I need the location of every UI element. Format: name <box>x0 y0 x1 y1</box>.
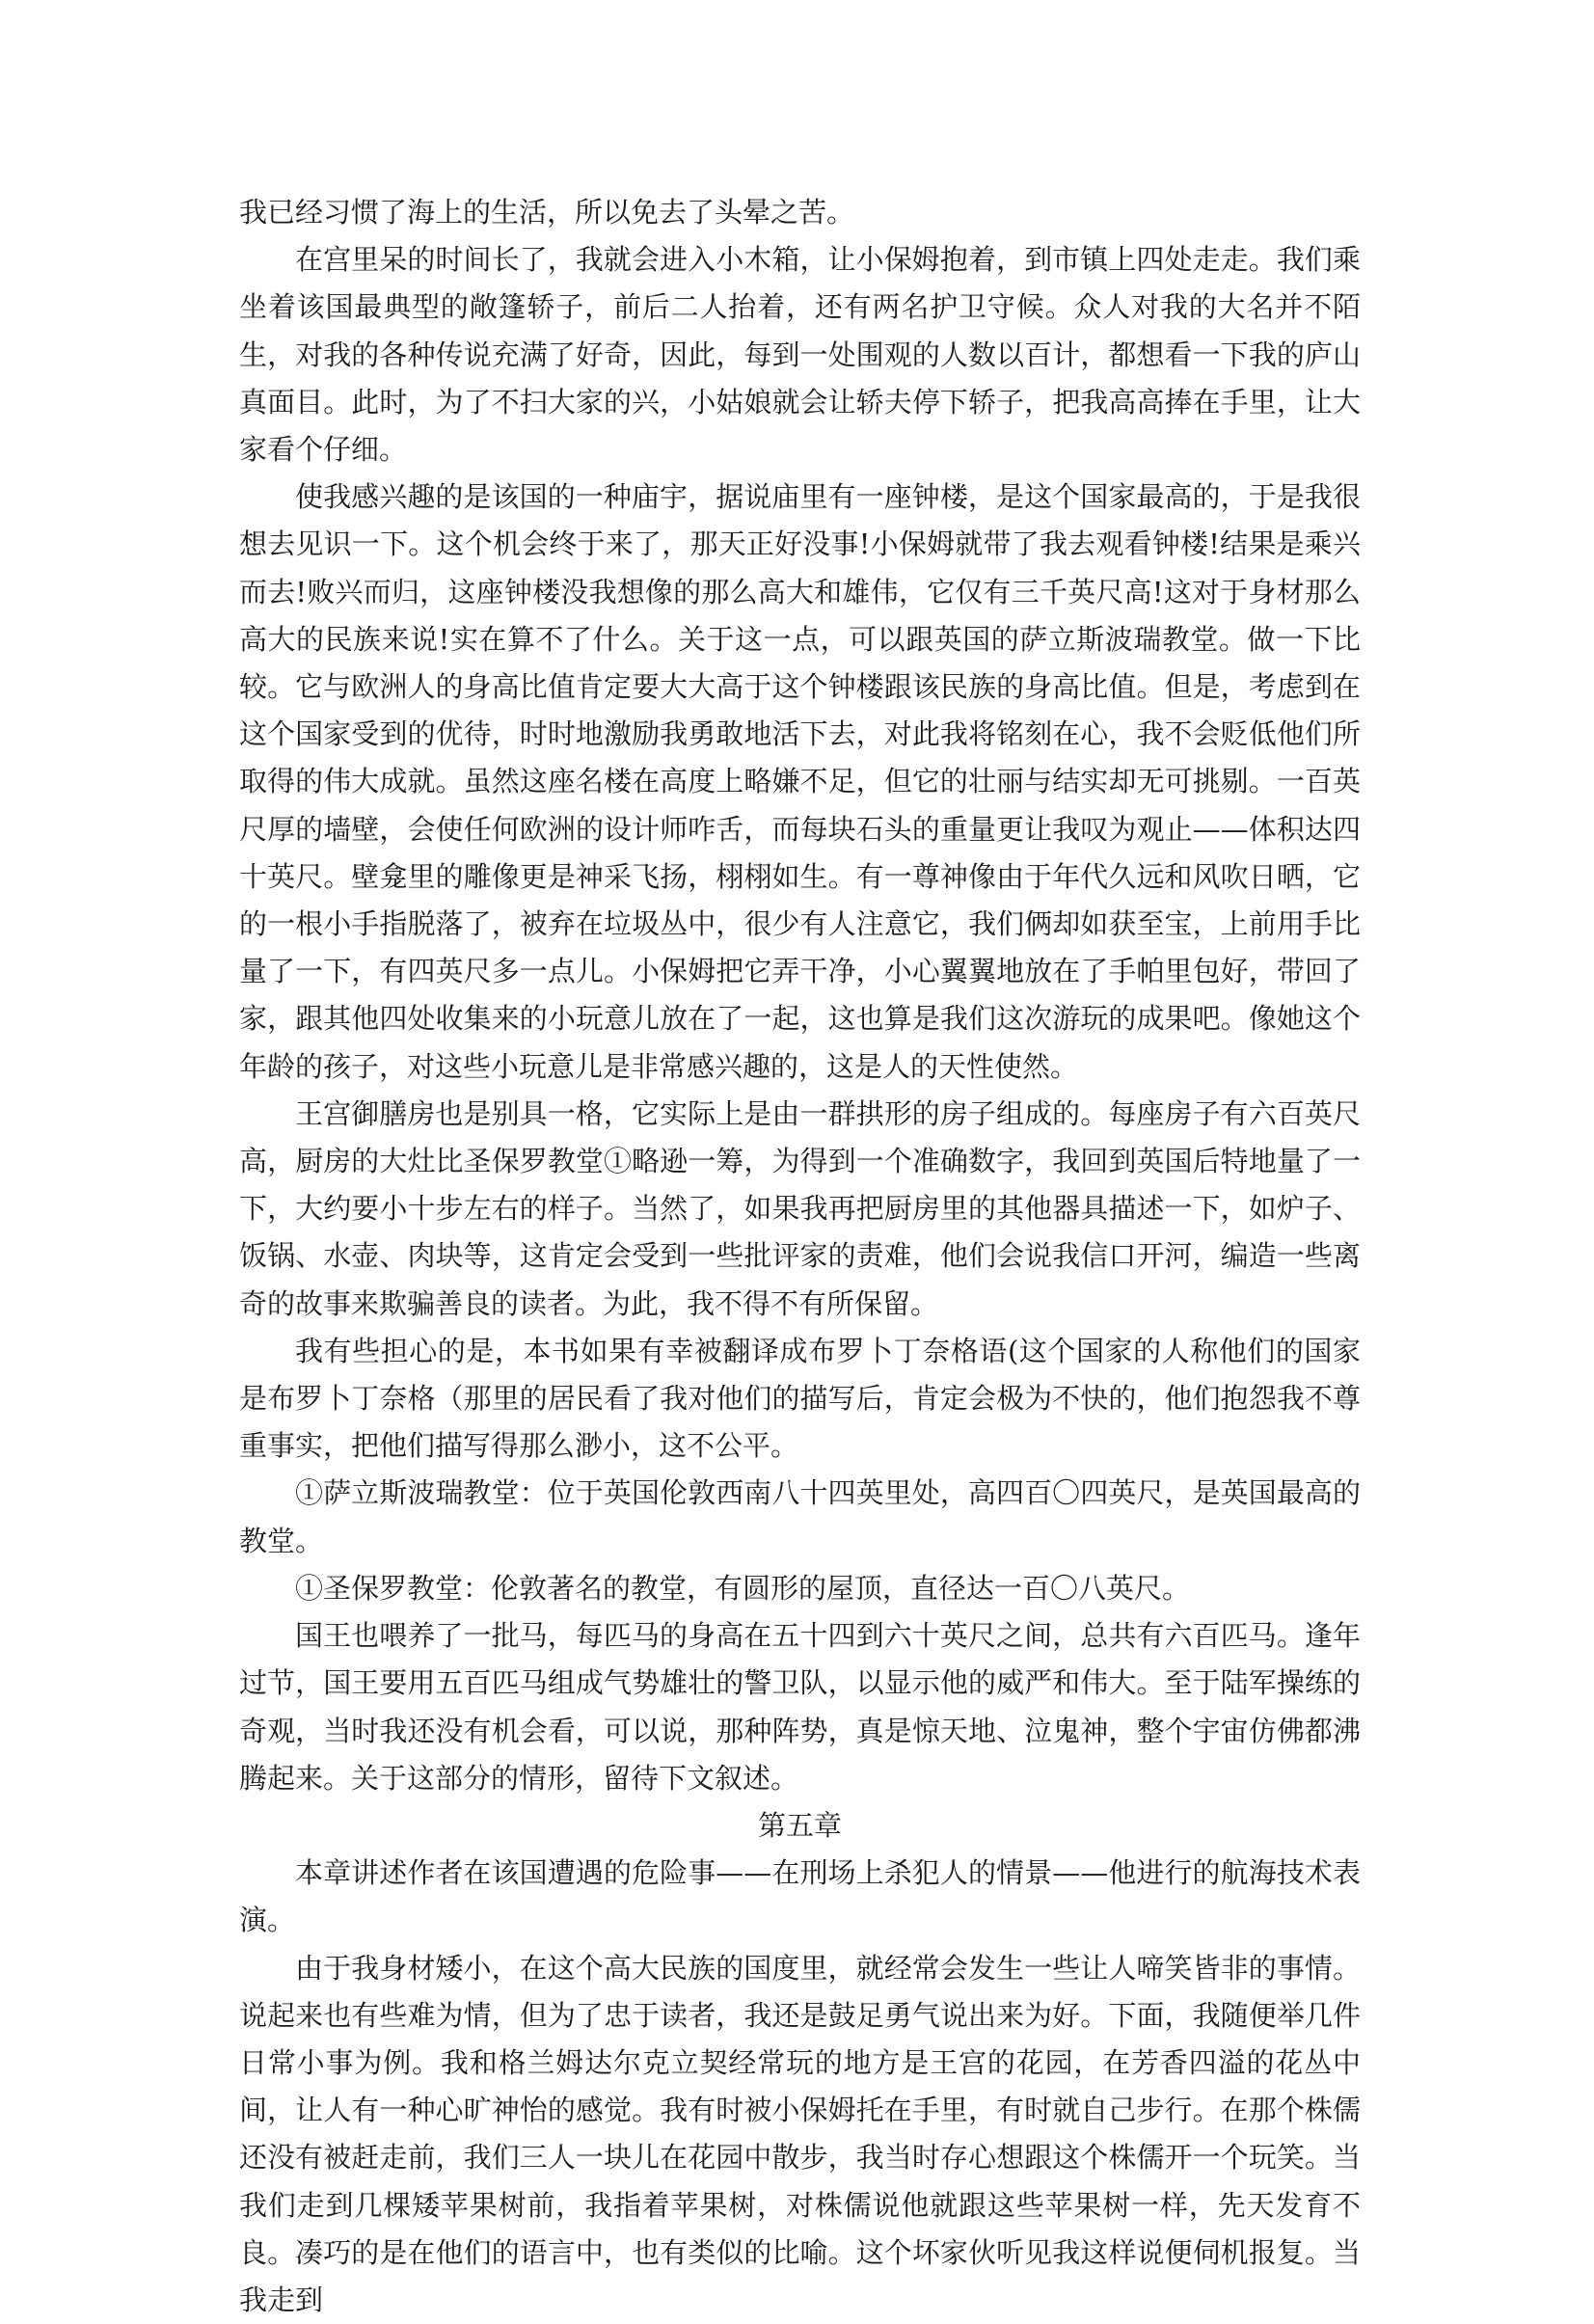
paragraph-translation-concern: 我有些担心的是，本书如果有幸被翻译成布罗卜丁奈格语(这个国家的人称他们的国家是布罗卜丁奈格（那里的居民看了我对他们的描写后，肯定会极为不快的，他们抱怨我不尊重事实，把他们描写得那么渺小，这不公平。 <box>239 1334 1361 1463</box>
document-page <box>239 189 1361 2324</box>
paragraph-horses: 国王也喂养了一批马，每匹马的身高在五十四到六十英尺之间，总共有六百匹马。逢年过节，国王要用五百匹马组成气势雄壮的警卫队，以显示他的威严和伟大。至于陆军操练的奇观，当时我还没有机会看，可以说，那种阵势，真是惊天地、泣鬼神，整个宇宙仿佛都沸腾起来。关于这部分的情形，留待下文叙述。 <box>239 1619 1361 1795</box>
paragraph-bell-tower: 使我感兴趣的是该国的一种庙宇，据说庙里有一座钟楼，是这个国家最高的，于是我很想去见识一下。这个机会终于来了，那天正好没事!小保姆就带了我去观看钟楼!结果是乘兴而去!败兴而归，这座钟楼没我想像的那么高大和雄伟，它仅有三千英尺高!这对于身材那么高大的民族来说!实在算不了什么。关于这一点，可以跟英国的萨立斯波瑞教堂。做一下比较。它与欧洲人的身高比值肯定要大大高于这个钟楼跟该民族的身高比值。但是，考虑到在这个国家受到的优待，时时地激励我勇敢地活下去，对此我将铭刻在心，我不会贬低他们所取得的伟大成就。虽然这座名楼在高度上略嫌不足，但它的壮丽与结实却无可挑剔。一百英尺厚的墙壁，会使任何欧洲的设计师咋舌，而每块石头的重量更让我叹为观止——体积达四十英尺。壁龛里的雕像更是神采飞扬，栩栩如生。有一尊神像由于年代久远和风吹日晒，它的一根小手指脱落了，被弃在垃圾丛中，很少有人注意它，我们俩却如获至宝，上前用手比量了一下，有四英尺多一点儿。小保姆把它弄干净，小心翼翼地放在了手帕里包好，带回了家，跟其他四处收集来的小玩意儿放在了一起，这也算是我们这次游玩的成果吧。像她这个年龄的孩子，对这些小玩意儿是非常感兴趣的，这是人的天性使然。 <box>239 480 1361 1083</box>
paragraph-city-tour: 在宫里呆的时间长了，我就会进入小木箱，让小保姆抱着，到市镇上四处走走。我们乘坐着该国最典型的敞篷轿子，前后二人抬着，还有两名护卫守候。众人对我的大名并不陌生，对我的各种传说充满了好奇，因此，每到一处围观的人数以百计，都想看一下我的庐山真面目。此时，为了不扫大家的兴，小姑娘就会让轿夫停下轿子，把我高高捧在手里，让大家看个仔细。 <box>239 243 1361 467</box>
chapter-heading: 第五章 <box>757 1808 842 1842</box>
footnote-salisbury: ①萨立斯波瑞教堂：位于英国伦敦西南八十四英里处，高四百〇四英尺，是英国最高的教堂。 <box>239 1476 1361 1557</box>
paragraph-continuation: 我已经习惯了海上的生活，所以免去了头晕之苦。 <box>239 196 855 229</box>
paragraph-garden: 由于我身材矮小，在这个高大民族的国度里，就经常会发生一些让人啼笑皆非的事情。说起来也有些难为情，但为了忠于读者，我还是鼓足勇气说出来为好。下面，我随便举几件日常小事为例。我和格兰姆达尔克立契经常玩的地方是王宫的花园，在芳香四溢的花丛中间，让人有一种心旷神怡的感觉。我有时被小保姆托在手里，有时就自己步行。在那个株儒还没有被赶走前，我们三人一块儿在花园中散步，我当时存心想跟这个株儒开一个玩笑。当我们走到几棵矮苹果树前，我指着苹果树，对株儒说他就跟这些苹果树一样，先天发育不良。凑巧的是在他们的语言中，也有类似的比喻。这个坏家伙听见我这样说便伺机报复。当我走到 <box>239 1951 1361 2316</box>
paragraph-royal-kitchen: 王宫御膳房也是别具一格，它实际上是由一群拱形的房子组成的。每座房子有六百英尺高，厨房的大灶比圣保罗教堂①略逊一筹，为得到一个准确数字，我回到英国后特地量了一下，大约要小十步左右的样子。当然了，如果我再把厨房里的其他器具描述一下，如炉子、饭锅、水壶、肉块等，这肯定会受到一些批评家的责难，他们会说我信口开河，编造一些离奇的故事来欺骗善良的读者。为此，我不得不有所保留。 <box>239 1096 1361 1320</box>
chapter-summary: 本章讲述作者在该国遭遇的危险事——在刑场上杀犯人的情景——他进行的航海技术表演。 <box>239 1856 1361 1937</box>
footnote-st-pauls: ①圣保罗教堂：伦敦著名的教堂，有圆形的屋顶，直径达一百〇八英尺。 <box>295 1571 1191 1605</box>
